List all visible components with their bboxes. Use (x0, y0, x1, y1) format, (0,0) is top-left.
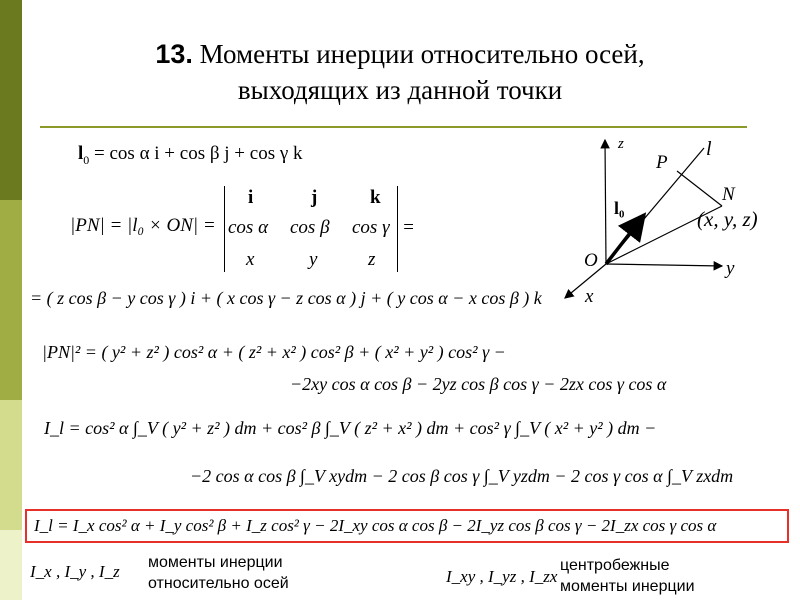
title-line2: выходящих из данной точки (237, 75, 563, 105)
il-integral-line1: I_l = cos² α ∫_V ( y² + z² ) dm + cos² β ∫_V ( z² + x² ) dm + cos² γ ∫_V ( x² + y² ) dm − (44, 418, 657, 438)
title-line1: Моменты инерции относительно осей, (199, 39, 645, 69)
det-equals: = (402, 217, 415, 238)
title-number: 13. (155, 39, 193, 69)
det-row1-c2: j (311, 187, 318, 208)
label-y: y (726, 258, 735, 279)
il-integral-line2: −2 cos α cos β ∫_V xydm − 2 cos β cos γ ∫_V yzdm − 2 cos γ cos α ∫_V zxdm (190, 466, 734, 486)
centrifugal-moment-symbols: I_xy , I_yz , I_zx (446, 567, 558, 586)
pn-segment (677, 171, 722, 206)
det-row2-c3: cos γ (352, 217, 390, 238)
l0-vector (606, 215, 644, 264)
pn-cross-product: |PN| = |l₀ × ON| = (70, 215, 216, 236)
label-l0: l₀ (614, 198, 625, 218)
det-row1-c3: k (370, 187, 381, 208)
det-row2-c1: cos α (228, 217, 269, 238)
l0-formula: $l_0 = \cos \alpha$ i + cos β j + cos γ k (78, 143, 303, 167)
pn-squared-line1: |PN|² = ( y² + z² ) cos² α + ( z² + x² ) cos² β + ( x² + y² ) cos² γ − (42, 342, 506, 362)
z-axis (605, 140, 606, 264)
y-axis (606, 264, 722, 266)
axes-moment-caption: моменты инерции относительно осей (148, 554, 289, 592)
det-row1-c1: i (248, 187, 254, 208)
label-x: x (585, 286, 594, 307)
cross-expansion: = ( z cos β − y cos γ ) i + ( x cos γ − z cos α ) j + ( y cos α − x cos β ) k (30, 288, 542, 308)
boxed-formula: I_l = I_x cos² α + I_y cos² β + I_z cos² γ − 2I_xy cos α cos β − 2I_yz cos β cos γ − 2I_zx cos γ cos α (34, 516, 717, 535)
centrifugal-moment-caption: центробежные моменты инерции (560, 557, 695, 595)
det-row3-c1: x (246, 249, 255, 270)
det-row3-c3: z (368, 249, 376, 270)
label-z: z (618, 136, 624, 152)
det-row2-c2: cos β (290, 217, 330, 238)
label-O: O (584, 250, 598, 271)
det-row3-c2: y (309, 249, 318, 270)
label-P: P (656, 152, 668, 173)
pn-squared-line2: −2xy cos α cos β − 2yz cos β cos γ − 2zx cos γ cos α (290, 374, 667, 394)
label-N: N (722, 184, 735, 205)
axes-moment-symbols: I_x , I_y , I_z (30, 562, 120, 581)
label-l: l (706, 138, 712, 160)
label-coords: (x, y, z) (697, 207, 758, 231)
